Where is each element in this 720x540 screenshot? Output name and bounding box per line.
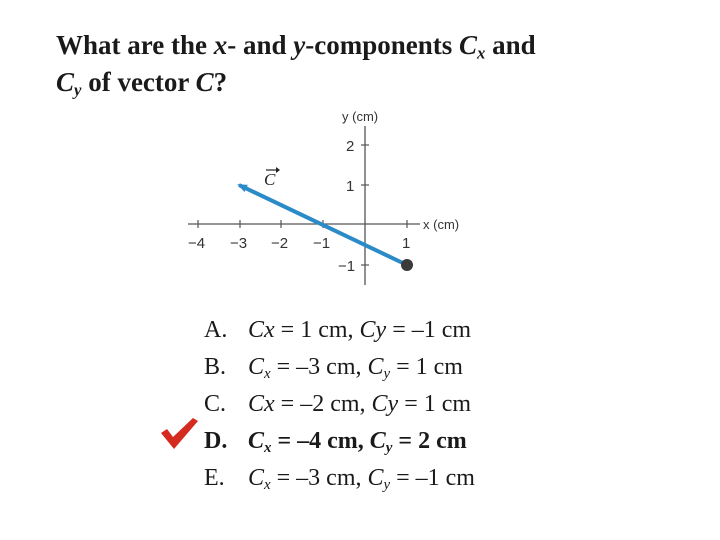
y-variable: y — [293, 30, 306, 60]
x-variable: x — [213, 30, 228, 60]
x-tick-label: 1 — [402, 235, 411, 252]
answer-cy: Cy — [371, 391, 399, 417]
answer-cy: C — [367, 354, 384, 380]
y-tick-label: 1 — [346, 178, 355, 195]
question-text: What are the — [56, 30, 207, 60]
x-tick-label: −3 — [230, 235, 248, 252]
answer-cy-subscript: y — [383, 477, 391, 494]
vector-graph — [180, 100, 480, 290]
answer-text: = 1 cm — [390, 354, 463, 380]
question-text: - and — [227, 30, 287, 60]
vector-tail-dot — [401, 259, 413, 271]
y-axis-label: y (cm) — [342, 109, 379, 124]
answer-cy: C — [367, 465, 384, 491]
answer-text: = 1 cm, — [274, 317, 360, 343]
answer-list — [204, 312, 475, 497]
vector-c-label: C — [264, 170, 276, 189]
y-tick-label: 2 — [346, 138, 355, 155]
question-mark: ? — [213, 67, 228, 97]
x-axis-label: x (cm) — [423, 217, 460, 232]
answer-cy-subscript: y — [383, 366, 391, 383]
answer-cx-subscript: x — [264, 440, 272, 457]
answer-cx: C — [248, 465, 265, 491]
answer-cx-subscript: x — [264, 366, 271, 383]
answer-cx: C — [248, 354, 265, 380]
answer-text: = –2 cm, — [274, 391, 372, 417]
question-text: and — [492, 30, 536, 60]
cx-subscript: x — [477, 43, 486, 63]
answer-text: = –4 cm, — [271, 428, 370, 454]
x-tick-label: −2 — [271, 235, 289, 252]
answer-letter: C. — [204, 391, 227, 417]
answer-option-b[interactable] — [204, 349, 475, 386]
x-tick-label: −1 — [313, 235, 331, 252]
answer-cx: Cx — [248, 391, 275, 417]
answer-option-c[interactable] — [204, 386, 475, 423]
answer-option-e[interactable] — [204, 460, 475, 497]
answer-text: = –3 cm, — [270, 465, 368, 491]
answer-letter: B. — [204, 354, 227, 380]
question-text: -components — [305, 30, 453, 60]
x-tick-label: −4 — [188, 235, 206, 252]
question-line-2 — [56, 67, 227, 101]
answer-cx: C — [248, 428, 265, 454]
y-tick-label: −1 — [338, 258, 356, 275]
answer-option-d[interactable] — [204, 423, 475, 460]
answer-text: = 2 cm — [392, 428, 467, 454]
answer-cy: C — [369, 428, 386, 454]
answer-text: = –1 cm — [386, 317, 472, 343]
question-text: of vector — [88, 67, 189, 97]
answer-letter: A. — [204, 317, 228, 343]
answer-cy: Cy — [359, 317, 387, 343]
cy-symbol: C — [56, 67, 75, 97]
answer-option-a[interactable] — [204, 312, 475, 349]
question-line-1 — [56, 30, 536, 64]
answer-text: = 1 cm — [398, 391, 472, 417]
vector-c-label-arrow-icon — [276, 167, 280, 173]
answer-letter: E. — [204, 465, 225, 491]
answer-text: = –3 cm, — [270, 354, 368, 380]
vector-c-arrow — [239, 185, 407, 265]
cx-symbol: C — [459, 30, 478, 60]
vector-symbol: C — [195, 67, 214, 97]
answer-cx-subscript: x — [264, 477, 271, 494]
answer-letter: D. — [204, 428, 228, 454]
answer-cy-subscript: y — [385, 440, 393, 457]
cy-subscript: y — [74, 80, 82, 100]
answer-text: = –1 cm — [390, 465, 475, 491]
checkmark-icon — [158, 415, 200, 451]
answer-cx: Cx — [248, 317, 275, 343]
